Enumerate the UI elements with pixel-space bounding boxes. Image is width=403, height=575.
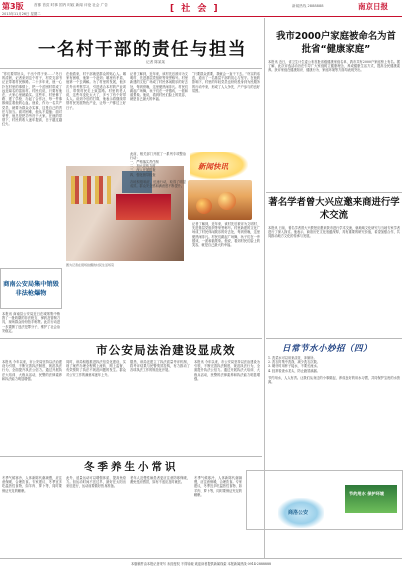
- divider: [0, 456, 262, 457]
- divider: [0, 68, 262, 69]
- right-of-photo-text: 记者了解到，近年来，该村先后被评为文明村、先进基层党组织等荣誉称号。村里新建的文化广场成了村民休闲娱乐的好去处，每到傍晚，这里便热闹非凡。村民们跳起广场舞，孩子们在一旁嬉戏，一派和谐景象。他说，看到村民们脸上的笑容，就是自己最大的幸福。: [192, 222, 260, 248]
- mid-body: 各地积极响应，迅速行动，取得了明显成效。群众安全感和满意度不断提升。: [130, 180, 186, 189]
- mid-bullets: [130, 160, 186, 177]
- law-article-col4: 本报讯 今年以来，市公安局坚持以法治建设为引领，不断完善执法制度，规范执法行为，全面提升执法公信力。通过开展执法大培训、大练兵活动，民警的法律素养和执法能力明显增强。: [194, 360, 260, 381]
- main-article-col4: “只要群众需要，我就会一直干下去。”朴实的话语，道出了一名基层干部的初心与坚守。在他的影响下，村里的年轻党员也纷纷投身到为民服务的行动中来，形成了人人争先、户户参与的良好氛围。: [192, 72, 260, 93]
- fruit-icon: [218, 192, 236, 210]
- green-promo-graphic: [345, 485, 397, 513]
- dateline: 2013年11月26日 星期二: [2, 12, 41, 16]
- right-mid-body: 本报讯 日前，著名学者曾大兴教授应邀来我市进行学术交流，就地域文化研究与当地专家学者进行了深入探讨。他表示，商洛历史文化底蕴深厚，具有重要的研究价值，希望加强合作，共同推动地方文化的传承与发展。: [268, 226, 400, 239]
- main-article-col2: 在他看来，村干部就是群众的贴心人。哪家有困难，他第一个赶到；哪里有矛盾，他第一个去调解。为了村里的发展，他多次外出考察学习，引进适合本村的产业项目，带领村民走上致富路。村里的老人说，这些年变化太大了，多亏了有个好带头人。谈到今后的打算，他表示将继续带领村民发展特色产业，让每一户都过上好日子。: [66, 72, 126, 110]
- byline: 记者 陈某某: [146, 60, 166, 64]
- divider: [266, 338, 402, 339]
- law-article-col2: 同时，该局积极推进执法信息化建设，实现了案件办理全程网上流转、网上监督，有效预防了执法不规范问题的发生。群众对公安工作的满意率逐年上升。: [66, 360, 126, 377]
- side-brief-body: 本报讯 商南县公安局近日在城郊集中销毁了一批收缴的非法枪支、弹药及管制刀具，现场群众纷纷拍手称赞。此次行动进一步震慑了违法犯罪分子，维护了社会治安稳定。: [2, 312, 60, 333]
- headline-law[interactable]: 市公安局法治建设显成效: [96, 343, 236, 357]
- divider: [0, 558, 402, 559]
- law-article-col3: 据悉，该局还建立了执法质量考评机制，将考评结果与民警绩效挂钩，有力推动了各项执法工作的规范化开展。: [130, 360, 190, 373]
- water-tips-body: 节约用水，人人有责。让我们从身边的小事做起，养成良好的用水习惯，共同保护宝贵的水资源。: [268, 376, 400, 385]
- divider: [266, 192, 402, 193]
- divider: [0, 338, 262, 339]
- water-tip: 4. 经常检查水龙头，防止跑冒滴漏。: [268, 368, 320, 373]
- newspaper-logo: 南京日报: [358, 2, 388, 11]
- police-badge-label: 商洛公安: [288, 510, 309, 516]
- headline-right-mid[interactable]: 著名学者曾大兴应邀来商进行学术交流: [268, 197, 400, 221]
- photo-caption: 图为记者在现场拍摄的村民生活场景: [66, 263, 115, 267]
- headline-water-tips[interactable]: 日常节水小妙招（四）: [282, 344, 373, 354]
- bullet-item: 四、强化督导检查: [130, 172, 156, 177]
- water-tip: 2. 洗衣时集中洗涤，减少洗衣次数。: [268, 360, 320, 365]
- news-flash-label: 新闻快讯: [198, 162, 228, 171]
- main-article-col3: 记者了解到，近年来，该村先后被评为文明村、先进基层党组织等荣誉称号。村里新建的文化广场成了村民休闲娱乐的好去处，每到傍晚，这里便热闹非凡。村民们跳起广场舞，孩子们在一旁嬉戏，一派和谐景象。他说，看到村民们脸上的笑容，就是自己最大的幸福。: [130, 72, 188, 102]
- bullet-item: 一、严格落实责任制: [130, 160, 159, 164]
- bullet-item: 二、加大宣传力度: [130, 164, 156, 169]
- fruit-icon: [196, 198, 212, 214]
- page-footer: 本版稿件由本报记者采写 未经授权 不得转载 欢迎读者提供新闻线索 本报新闻热线 0914-2888888: [130, 562, 271, 566]
- page-number: 第3版: [2, 2, 24, 11]
- law-article-col1: 本报讯 今年以来，市公安局坚持以法治建设为引领，不断完善执法制度，规范执法行为，全面提升执法公信力。通过开展执法大培训、大练兵活动，民警的法律素养和执法能力明显增强。: [2, 360, 62, 381]
- side-brief-title[interactable]: 商南公安局集中销毁非法枪爆物: [3, 281, 59, 297]
- winter-col1: 冬季气候寒冷，人体新陈代谢减慢，应注意保暖，合理饮食。专家建议，冬季宜多吃温热性食物，如羊肉、萝卜等，同时要保证充足的睡眠。: [2, 476, 62, 493]
- winter-col4: 冬季气候寒冷，人体新陈代谢减慢，应注意保暖，合理饮食。专家建议，冬季宜多吃温热性食物，如羊肉、萝卜等，同时要保证充足的睡眠。: [194, 476, 242, 497]
- page-navigation[interactable]: 首都 首页 时事 国内 时政 新闻 评论 社会 广告: [34, 3, 108, 7]
- mid-intro: 此前，相关部门开展了一系列专项整治行动：: [130, 152, 186, 161]
- police-badge-graphic: [278, 498, 324, 528]
- masthead-bar: [0, 0, 402, 17]
- main-article-col1: “你们要带好头，干出个样子来……”冬日的清晨，记者来到这个村子，村党支部书记正带着村民修路。二十多年来，他一心扑在村里的事情上，把一个贫困村带成了远近闻名的富裕村。村民们说，只要有他在，大家心里就踏实。这些年，村里修了路、建了学校、办起了合作社，每一件事都倾注着他的心血。他说，作为一名共产党员，就要为群众办实事，这是自己的责任与担当。面对困难，他从不退缩；面对荣誉，他总是把功劳归于大家。在他的带领下，村民的收入逐年提高，日子越过越红火。: [2, 72, 62, 127]
- news-flash-graphic: [190, 152, 248, 180]
- headline-right-top[interactable]: 我市2000户家庭被命名为首批省“健康家庭”: [276, 31, 396, 55]
- photo-market-stall: [71, 176, 111, 204]
- right-top-body: 本报讯 近日，省卫生计生委公布首批省级健康家庭名单，我市共有2000户家庭榜上有名。据了解，此次评选活动旨在引导广大家庭树立健康理念，养成健康生活方式，提高全民健康素养。获评家庭在健康知识、健康行为、家庭环境等方面均表现突出。: [268, 60, 400, 73]
- winter-col3: 老年人及慢性病患者更应注意防寒保暖，避免受凉感冒，如有不适应及时就医。: [130, 476, 190, 485]
- hotline: 新闻热线 2888888: [292, 4, 324, 8]
- fruit-photo: [188, 180, 252, 220]
- headline-main[interactable]: 一名村干部的责任与担当: [38, 40, 247, 60]
- winter-col2: 此外，适量运动可以增强体质，提高免疫力。但运动时间不宜过早，最好在太阳出来后进行，运动前要做好热身准备。: [66, 476, 126, 489]
- water-tip: 1. 洗菜水可以用来浇花、冲厕所。: [268, 356, 317, 360]
- bullet-item: 三、深入开展排查: [130, 168, 156, 173]
- headline-winter[interactable]: 冬季养生小常识: [84, 461, 179, 473]
- section-name: [ 社 会 ]: [170, 4, 220, 14]
- green-promo-label: 节约用水 保护环境: [349, 491, 384, 496]
- water-tip: 3. 刷牙时用杯子接水，不要长流水。: [268, 364, 320, 369]
- water-tips-list: [268, 356, 400, 373]
